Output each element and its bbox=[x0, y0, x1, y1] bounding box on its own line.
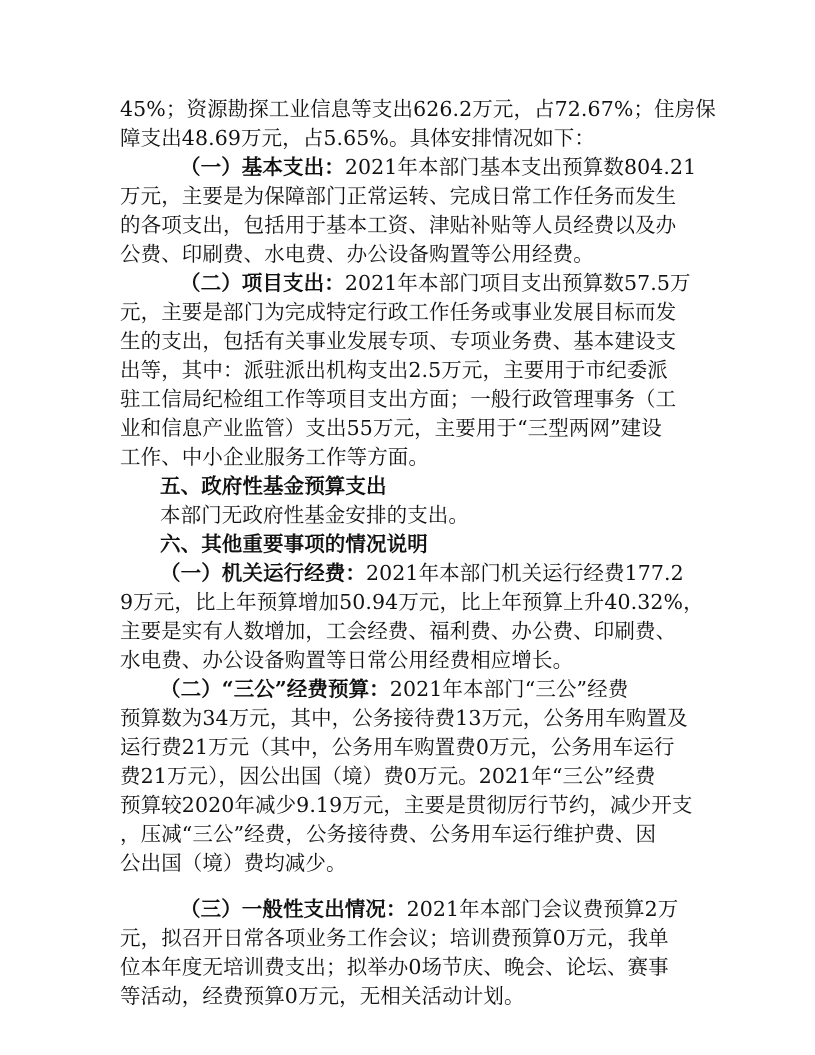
paragraph-line: 9万元，比上年预算增加50.94万元，比上年预算上升40.32%， bbox=[120, 590, 704, 614]
heading-government-fund: 五、政府性基金预算支出 bbox=[160, 474, 387, 498]
paragraph-line: 业和信息产业监管）支出55万元，主要用于“三型两网”建设 bbox=[120, 416, 662, 440]
paragraph-line: 等活动，经费预算0万元，无相关活动计划。 bbox=[120, 984, 525, 1008]
paragraph-line: ，压减“三公”经费，公务接待费、公务用车运行维护费、因 bbox=[120, 822, 657, 846]
paragraph-line: 45%；资源勘探工业信息等支出626.2万元，占72.67%；住房保 bbox=[120, 97, 716, 121]
section-three-public bbox=[160, 676, 628, 702]
paragraph-line: 工作、中小企业服务工作等方面。 bbox=[120, 445, 429, 469]
paragraph-line: 生的支出，包括有关事业发展专项、专项业务费、基本建设支 bbox=[120, 329, 677, 353]
paragraph-line: 驻工信局纪检组工作等项目支出方面；一般行政管理事务（工 bbox=[120, 387, 677, 411]
section-operating-expenses bbox=[160, 560, 684, 586]
paragraph-line: 障支出48.69万元，占5.65%。具体安排情况如下： bbox=[120, 126, 596, 150]
paragraph-line: 的各项支出，包括用于基本工资、津贴补贴等人员经费以及办 bbox=[120, 213, 677, 237]
section-heading: （二）项目支出： bbox=[180, 271, 345, 295]
paragraph-text: 2021年本部门项目支出预算数57.5万 bbox=[344, 271, 691, 295]
paragraph-line: 出等，其中：派驻派出机构支出2.5万元，主要用于市纪委派 bbox=[120, 358, 668, 382]
paragraph-line: 水电费、办公设备购置等日常公用经费相应增长。 bbox=[120, 648, 574, 672]
section-basic-expenditure bbox=[180, 154, 696, 180]
paragraph-line: 预算数为34万元，其中，公务接待费13万元，公务用车购置及 bbox=[120, 706, 688, 730]
paragraph-line: 位本年度无培训费支出；拟举办0场节庆、晚会、论坛、赛事 bbox=[120, 955, 669, 979]
heading-other-matters: 六、其他重要事项的情况说明 bbox=[160, 532, 428, 556]
paragraph-line: 主要是实有人数增加，工会经费、福利费、办公费、印刷费、 bbox=[120, 619, 677, 643]
section-heading: （一）基本支出： bbox=[180, 155, 345, 179]
paragraph-text: 2021年本部门“三公”经费 bbox=[389, 677, 629, 701]
paragraph-line: 元，主要是部门为完成特定行政工作任务或事业发展目标而发 bbox=[120, 300, 677, 324]
section-heading: （一）机关运行经费： bbox=[160, 561, 366, 585]
paragraph-line: 公出国（境）费均减少。 bbox=[120, 851, 347, 875]
paragraph-line: 公费、印刷费、水电费、办公设备购置等公用经费。 bbox=[120, 242, 594, 266]
section-project-expenditure bbox=[180, 270, 691, 296]
paragraph-text: 2021年本部门机关运行经费177.2 bbox=[366, 561, 684, 585]
paragraph-line: 预算较2020年减少9.19万元，主要是贯彻厉行节约，减少开支 bbox=[120, 793, 693, 817]
paragraph-line: 万元，主要是为保障部门正常运转、完成日常工作任务而发生 bbox=[120, 184, 677, 208]
paragraph-line: 费21万元），因公出国（境）费0万元。2021年“三公”经费 bbox=[120, 764, 656, 788]
paragraph-line: 元，拟召开日常各项业务工作会议；培训费预算0万元，我单 bbox=[120, 926, 669, 950]
section-general-expenditure bbox=[180, 896, 678, 922]
section-heading: （三）一般性支出情况： bbox=[180, 897, 407, 921]
paragraph-text: 2021年本部门会议费预算2万 bbox=[406, 897, 679, 921]
paragraph-line: 运行费21万元（其中，公务用车购置费0万元，公务用车运行 bbox=[120, 735, 675, 759]
paragraph-line: 本部门无政府性基金安排的支出。 bbox=[160, 503, 469, 527]
paragraph-text: 2021年本部门基本支出预算数804.21 bbox=[344, 155, 697, 179]
section-heading: （二）“三公”经费预算： bbox=[160, 677, 390, 701]
